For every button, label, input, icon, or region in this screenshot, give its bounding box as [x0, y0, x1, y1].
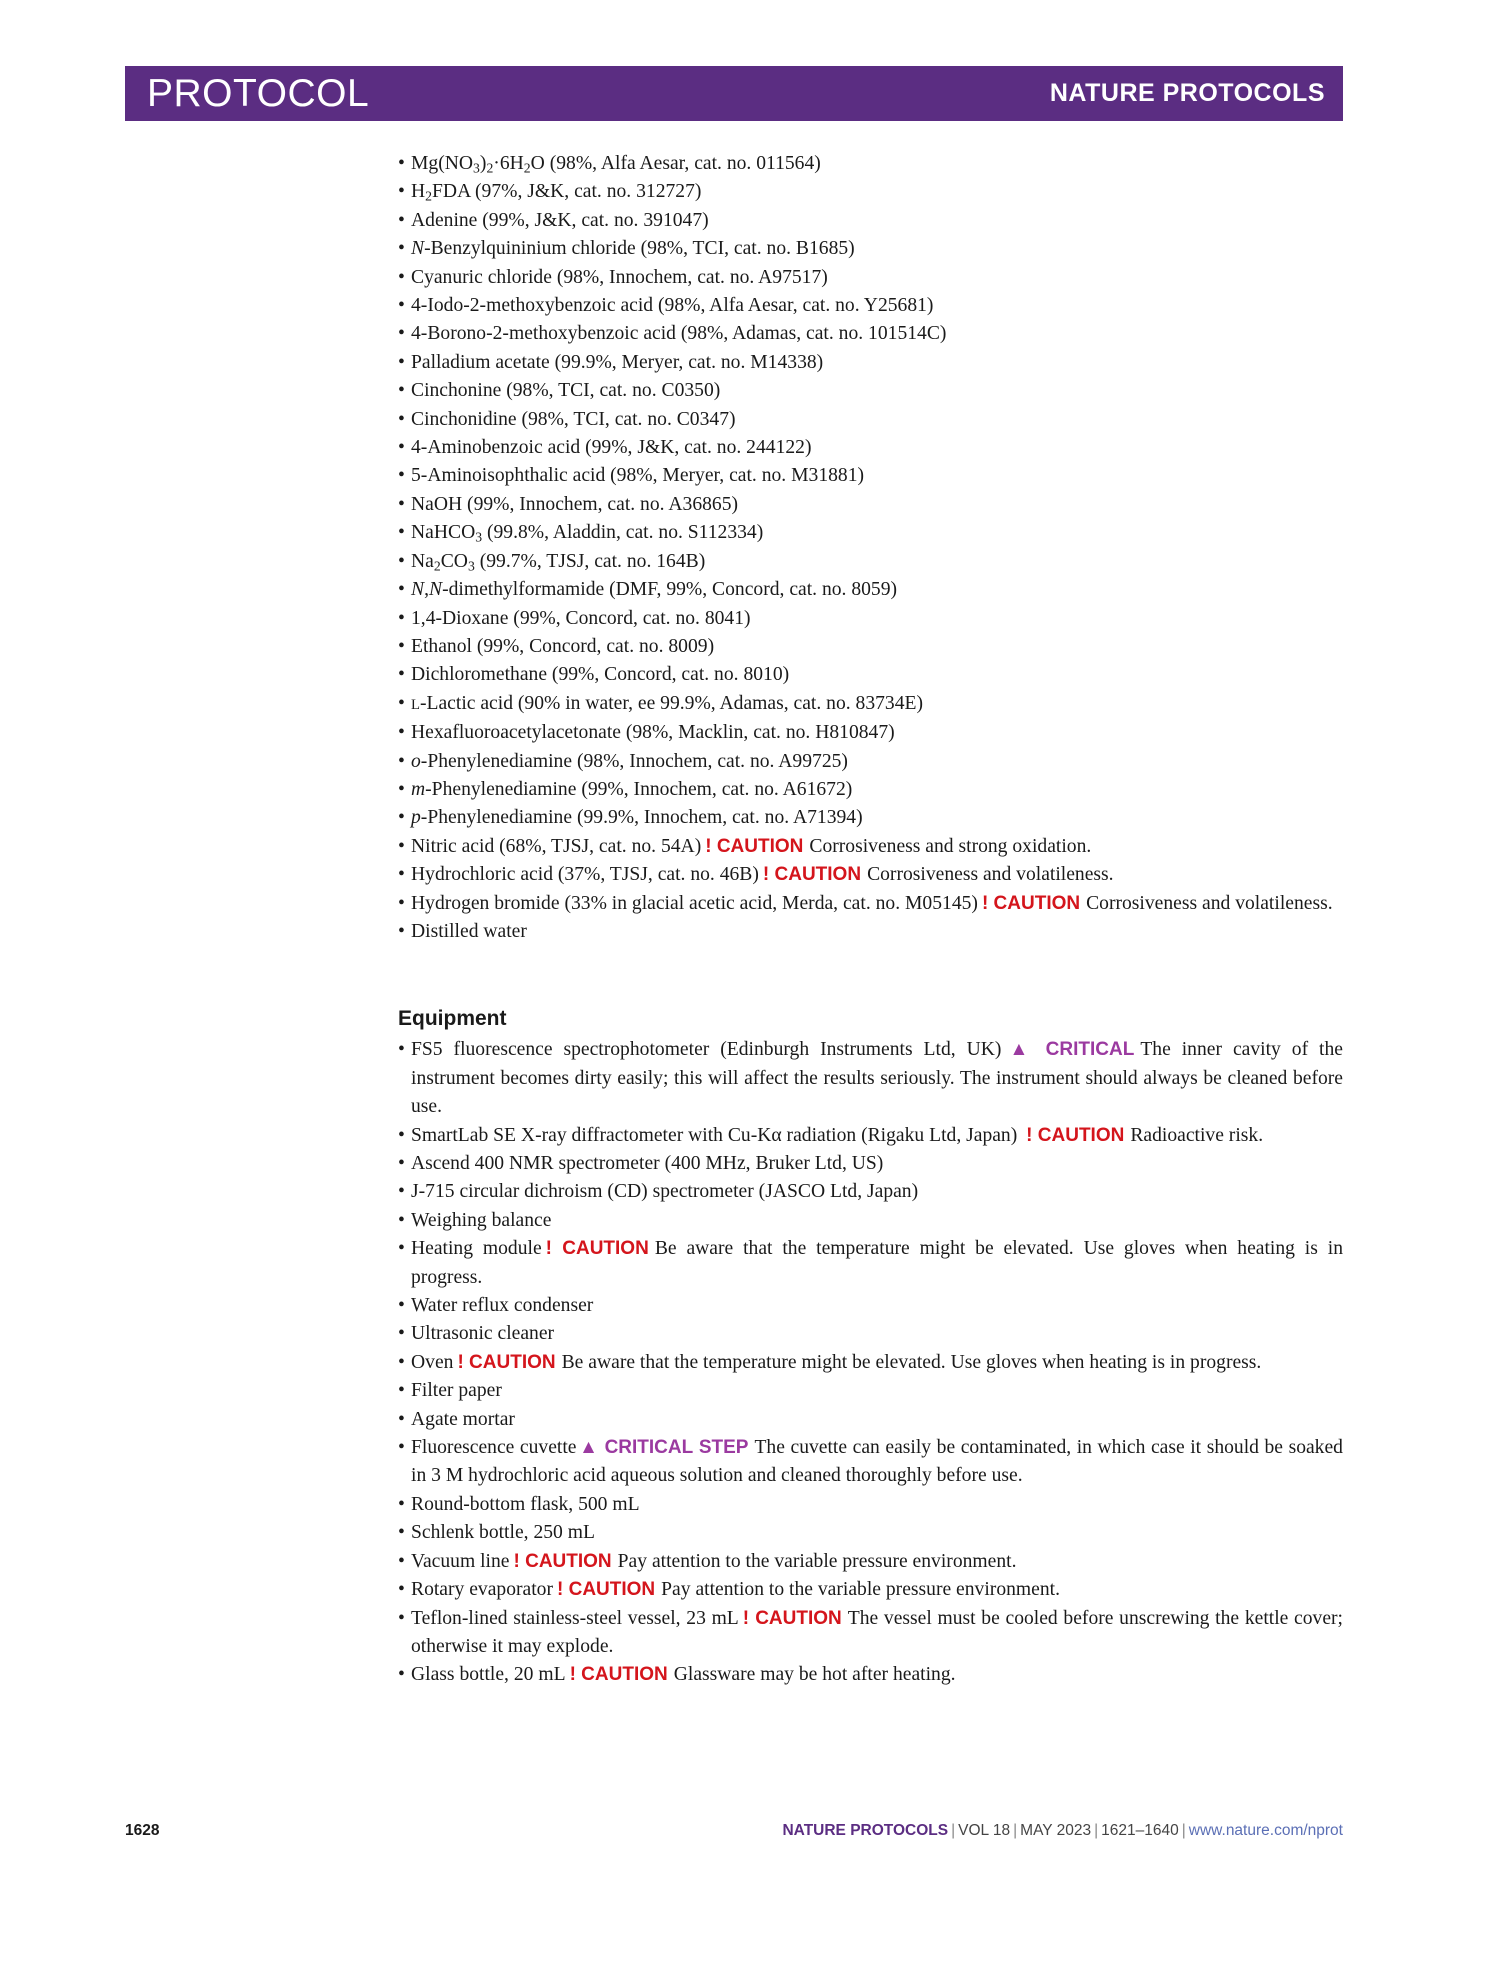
footer-journal: NATURE PROTOCOLS: [782, 1822, 949, 1839]
citation: NATURE PROTOCOLS | VOL 18 | MAY 2023 | 1621–1640 | www.nature.com/nprot: [782, 1822, 1343, 1839]
list-item: • $Mg(NO_3)_2\cdot 6H_2O$ (98%, Alfa Aesar, cat. no. 011564): [398, 150, 1343, 178]
equipment-list: [398, 1036, 1343, 1689]
list-item: • Heating module ! CAUTION Be aware that the temperature might be elevated. Use gloves when heating is in progress.: [398, 1235, 1343, 1292]
list-item: • NaHCO$_3$ (99.8%, Aladdin, cat. no. S112334): [398, 519, 1343, 547]
footer-volume: VOL 18: [958, 1822, 1011, 1839]
critical-step-label: ▲ CRITICAL STEP: [578, 1437, 749, 1459]
list-item: • Dichloromethane (99%, Concord, cat. no. 8010): [398, 661, 1343, 689]
list-item: • NaOH (99%, Innochem, cat. no. A36865): [398, 491, 1343, 519]
equipment-heading: Equipment: [398, 1007, 507, 1031]
caution-label: ! CAUTION: [705, 835, 804, 857]
list-item: • FS5 fluorescence spectrophotometer (Edinburgh Instruments Ltd, UK) ▲ CRITICAL The inner cavity of the instrument becomes dirty easily; this will affect the results seriously. The instrument should always be cleaned before use.: [398, 1036, 1343, 1121]
list-item: • Cinchonidine (98%, TCI, cat. no. C0347): [398, 406, 1343, 434]
list-item: • Cinchonine (98%, TCI, cat. no. C0350): [398, 377, 1343, 405]
list-item: • N,N-dimethylformamide (DMF, 99%, Concord, cat. no. 8059): [398, 576, 1343, 604]
caution-label: ! CAUTION: [557, 1579, 656, 1601]
list-item: • Hydrogen bromide (33% in glacial acetic acid, Merda, cat. no. M05145) ! CAUTION Corrosiveness and volatileness.: [398, 890, 1343, 918]
list-item: • 4-Borono-2-methoxybenzoic acid (98%, Adamas, cat. no. 101514C): [398, 320, 1343, 348]
list-item: • N-Benzylquininium chloride (98%, TCI, cat. no. B1685): [398, 235, 1343, 263]
list-item: • Vacuum line ! CAUTION Pay attention to the variable pressure environment.: [398, 1548, 1343, 1576]
list-item: • 5-Aminoisophthalic acid (98%, Meryer, cat. no. M31881): [398, 462, 1343, 490]
list-item: • Filter paper: [398, 1377, 1343, 1405]
list-item: • L-Lactic acid (90% in water, ee 99.9%, Adamas, cat. no. 83734E): [398, 690, 1343, 719]
list-item: • Fluorescence cuvette ▲ CRITICAL STEP The cuvette can easily be contaminated, in which case it should be soaked in 3 M hydrochloric acid aqueous solution and cleaned thoroughly before use.: [398, 1434, 1343, 1491]
list-item: • Agate mortar: [398, 1406, 1343, 1434]
list-item: • Adenine (99%, J&K, cat. no. 391047): [398, 207, 1343, 235]
list-item: • Palladium acetate (99.9%, Meryer, cat. no. M14338): [398, 349, 1343, 377]
caution-label: ! CAUTION: [1026, 1124, 1125, 1146]
list-item: • SmartLab SE X-ray diffractometer with Cu-Kα radiation (Rigaku Ltd, Japan) ! CAUTION Radioactive risk.: [398, 1122, 1343, 1150]
journal-label: NATURE PROTOCOLS: [1049, 79, 1325, 107]
list-item: • p-Phenylenediamine (99.9%, Innochem, cat. no. A71394): [398, 804, 1343, 832]
caution-label: ! CAUTION: [762, 864, 862, 886]
reagent-list: [398, 150, 1343, 946]
list-item: • Teflon-lined stainless-steel vessel, 23 mL ! CAUTION The vessel must be cooled before unscrewing the kettle cover; otherwise it may explode.: [398, 1605, 1343, 1662]
list-item: • Rotary evaporator ! CAUTION Pay attention to the variable pressure environment.: [398, 1576, 1343, 1604]
caution-label: ! CAUTION: [742, 1607, 842, 1629]
list-item: • Hexafluoroacetylacetonate (98%, Macklin, cat. no. H810847): [398, 719, 1343, 747]
list-item: • Ethanol (99%, Concord, cat. no. 8009): [398, 633, 1343, 661]
list-item: • o-Phenylenediamine (98%, Innochem, cat. no. A99725): [398, 748, 1343, 776]
footer-date: MAY 2023: [1020, 1822, 1092, 1839]
list-item: • Schlenk bottle, 250 mL: [398, 1519, 1343, 1547]
page-footer: [125, 1822, 1343, 1846]
list-item: • Round-bottom flask, 500 mL: [398, 1491, 1343, 1519]
list-item: • Ultrasonic cleaner: [398, 1320, 1343, 1348]
page-header: [125, 66, 1343, 121]
list-item: • 1,4-Dioxane (99%, Concord, cat. no. 8041): [398, 605, 1343, 633]
caution-label: ! CAUTION: [569, 1664, 668, 1686]
caution-label: ! CAUTION: [457, 1351, 556, 1373]
list-item: • Ascend 400 NMR spectrometer (400 MHz, Bruker Ltd, US): [398, 1150, 1343, 1178]
list-item: • Nitric acid (68%, TJSJ, cat. no. 54A) ! CAUTION Corrosiveness and strong oxidation.: [398, 833, 1343, 861]
list-item: • 4-Iodo-2-methoxybenzoic acid (98%, Alfa Aesar, cat. no. Y25681): [398, 292, 1343, 320]
footer-url[interactable]: www.nature.com/nprot: [1188, 1822, 1343, 1839]
list-item: • Cyanuric chloride (98%, Innochem, cat. no. A97517): [398, 264, 1343, 292]
section-label: PROTOCOL: [147, 71, 370, 115]
critical-label: ▲ CRITICAL: [1003, 1039, 1135, 1061]
list-item: • Oven ! CAUTION Be aware that the temperature might be elevated. Use gloves when heating is in progress.: [398, 1349, 1343, 1377]
list-item: • Glass bottle, 20 mL ! CAUTION Glassware may be hot after heating.: [398, 1661, 1343, 1689]
list-item: • J-715 circular dichroism (CD) spectrometer (JASCO Ltd, Japan): [398, 1178, 1343, 1206]
list-item: • 4-Aminobenzoic acid (99%, J&K, cat. no. 244122): [398, 434, 1343, 462]
list-item: • m-Phenylenediamine (99%, Innochem, cat. no. A61672): [398, 776, 1343, 804]
list-item: • Hydrochloric acid (37%, TJSJ, cat. no. 46B) ! CAUTION Corrosiveness and volatileness.: [398, 861, 1343, 889]
list-item: • Water reflux condenser: [398, 1292, 1343, 1320]
footer-pages: 1621–1640: [1101, 1822, 1179, 1839]
list-item: • $Na_2CO_3$ (99.7%, TJSJ, cat. no. 164B): [398, 548, 1343, 576]
list-item: • Distilled water: [398, 918, 1343, 946]
list-item: • Weighing balance: [398, 1207, 1343, 1235]
main-content: [398, 150, 1343, 1690]
caution-label: ! CAUTION: [513, 1550, 612, 1572]
page-number: 1628: [125, 1822, 160, 1839]
caution-label: ! CAUTION: [981, 892, 1081, 914]
caution-label: ! CAUTION: [545, 1238, 649, 1260]
list-item: • $H_2FDA$ (97%, J&K, cat. no. 312727): [398, 178, 1343, 206]
